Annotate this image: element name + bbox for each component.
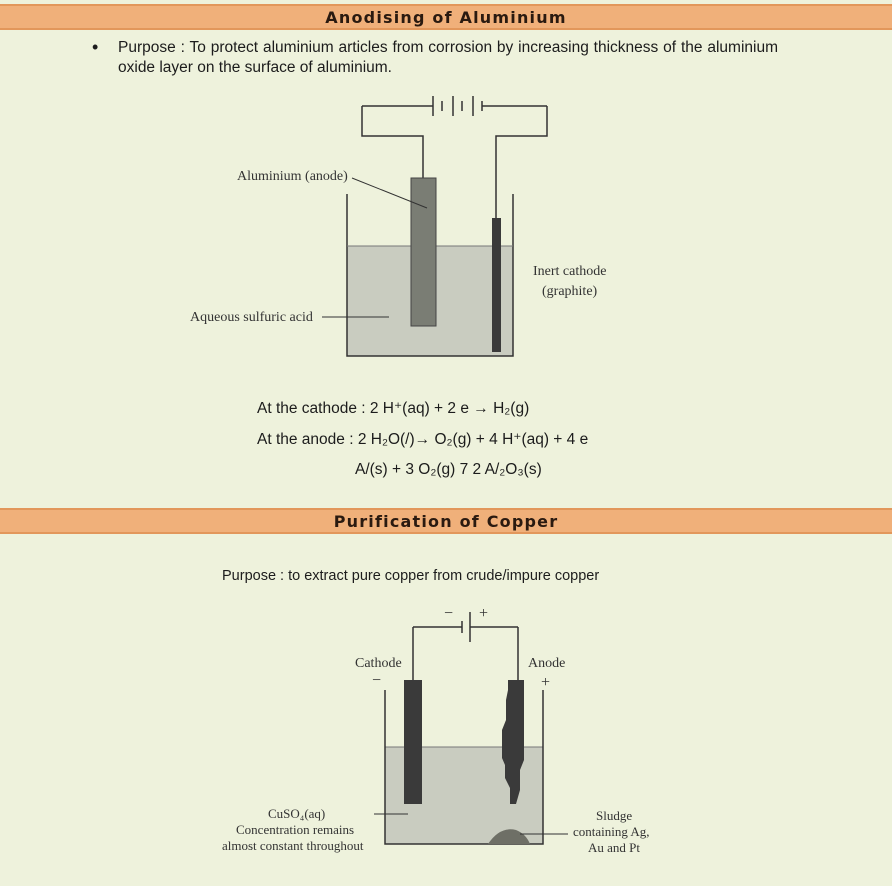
battery-icon [362,96,547,116]
circuit-wires [362,106,547,218]
overall-equation: A/(s) + 3 O₂(g) 7 2 A/₂O₃(s) [355,461,542,478]
solution-label-line1: CuSO₄(aq) [268,806,326,821]
cathode-electrode [404,680,422,804]
purpose-text: Purpose : To protect aluminium articles from corrosion by increasing thickness of the aluminium oxide layer on the surface of aluminium. [118,39,778,76]
sludge-label-line1: Sludge [596,808,633,823]
purpose-text: Purpose : to extract pure copper from crude/impure copper [222,568,600,584]
acid-label: Aqueous sulfuric acid [190,310,313,325]
graphite-cathode [492,218,501,352]
section-title: Anodising of Aluminium [325,7,567,27]
solution-label-line3: almost constant throughout [222,838,364,853]
aluminium-anode [411,178,436,326]
cathode-label: Cathode [355,656,402,671]
battery-minus: − [444,605,454,622]
bullet-icon: • [92,37,99,57]
sludge-label-line3: Au and Pt [588,840,640,855]
cathode-label-line1: Inert cathode [533,264,607,279]
battery-plus: + [479,605,489,622]
cathode-sign: − [372,672,382,689]
anode-label: Aluminium (anode) [237,169,348,184]
anodising-diagram [0,0,892,400]
section-title: Purification of Copper [333,511,559,531]
cathode-equation: At the cathode : 2 H⁺(aq) + 2 e → H₂(g) [257,400,530,417]
cathode-label-line2: (graphite) [542,284,598,299]
section-header-copper [0,508,892,534]
sludge-label-line2: containing Ag, [573,824,650,839]
circuit-wires [413,627,518,680]
anode-label: Anode [528,656,566,671]
anode-equation: At the anode : 2 H₂O(/)→ O₂(g) + 4 H⁺(aq) + 4 e [257,431,589,448]
solution-label-line2: Concentration remains [236,822,355,837]
anode-sign: + [541,674,551,691]
battery-icon [413,612,518,642]
copper-purification-diagram [0,590,892,880]
